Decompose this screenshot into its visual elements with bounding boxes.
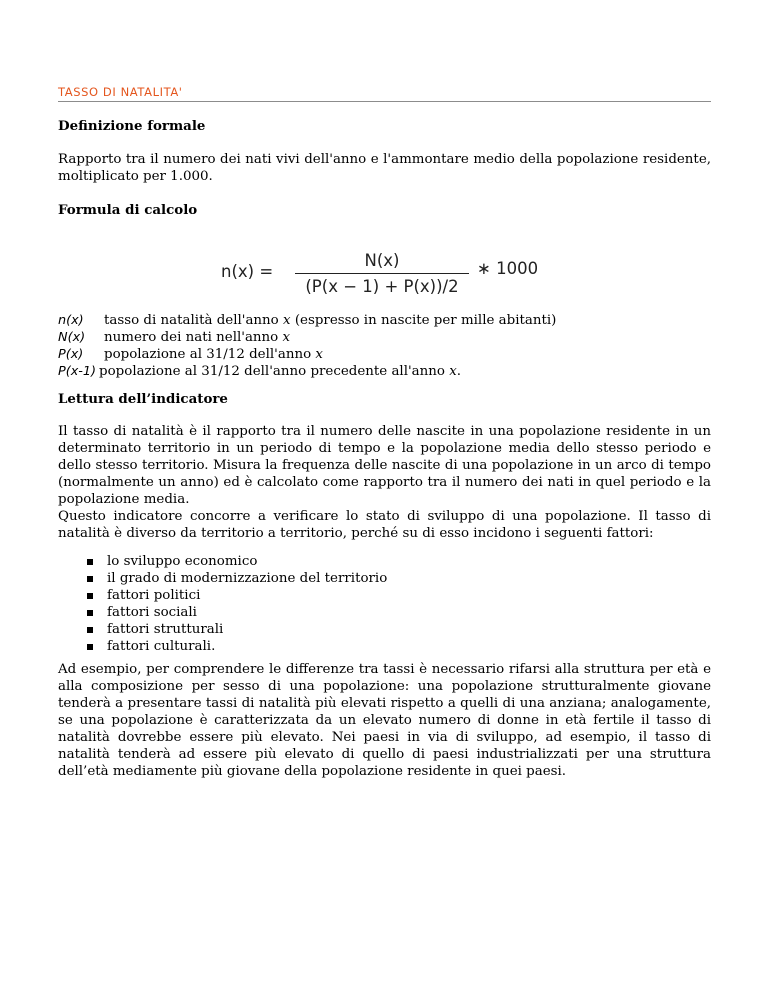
list-item: lo sviluppo economico — [87, 553, 387, 570]
formula-denominator: (P(x − 1) + P(x))/2 — [305, 277, 459, 296]
definition-row: N(x) numero dei nati nell'anno x — [58, 330, 291, 345]
bullet-square-icon — [87, 627, 93, 633]
bullet-square-icon — [87, 593, 93, 599]
formula-multiplier: ∗ 1000 — [477, 259, 539, 278]
definition-symbol: P(x-1) — [58, 364, 97, 379]
bullet-square-icon — [87, 644, 93, 650]
fraction-bar — [295, 273, 469, 274]
formula-numerator: N(x) — [364, 251, 400, 270]
formula-lhs: n(x) = — [221, 262, 274, 281]
bullet-square-icon — [87, 610, 93, 616]
bullet-square-icon — [87, 559, 93, 565]
title-divider — [58, 101, 711, 102]
reading-paragraph-1: Il tasso di natalità è il rapporto tra il numero delle nascite in una popolazione residente in un determinato territorio in un periodo di tempo e la popolazione media dello stesso periodo e dello stesso territorio. Misura la frequenza delle nascite di una popolazione in un arco di tempo (normalmente un anno) ed è calcolato come rapporto tra il numero dei nati in quel periodo e la popolazione media. — [58, 424, 711, 507]
list-item: fattori politici — [87, 587, 387, 604]
birth-rate-formula — [221, 250, 541, 300]
definition-symbol: N(x) — [58, 330, 86, 345]
bullet-square-icon — [87, 576, 93, 582]
reading-heading: Lettura dell’indicatore — [58, 391, 228, 407]
list-item: fattori sociali — [87, 604, 387, 621]
document-title: TASSO DI NATALITA' — [58, 85, 183, 99]
reading-paragraph-2: Questo indicatore concorre a verificare lo stato di sviluppo di una popolazione. Il tasso di natalità è diverso da territorio a territorio, perché su di esso incidono i seguenti fattori: — [58, 509, 711, 541]
list-item: fattori strutturali — [87, 621, 387, 638]
definition-symbol: n(x) — [58, 313, 84, 328]
list-item: fattori culturali. — [87, 638, 387, 655]
reading-paragraph-3: Ad esempio, per comprendere le differenze tra tassi è necessario rifarsi alla struttura per età e alla composizione per sesso di una popolazione: una popolazione strutturalmente giovane tenderà a presentare tassi di natalità più elevati rispetto a quelli di una anziana; analogamente, se una popolazione è caratterizzata da un elevato numero di donne in età fertile il tasso di natalità dovrebbe essere più elevato. Nei paesi in via di sviluppo, ad esempio, il tasso di natalità tenderà ad essere più elevato di quello di paesi industrializzati per una struttura dell’età mediamente più giovane della popolazione residente in quei paesi. — [58, 662, 711, 779]
factors-list — [87, 553, 387, 655]
formula-fraction — [295, 250, 469, 298]
variable-definitions — [58, 312, 556, 380]
formula-heading: Formula di calcolo — [58, 202, 198, 218]
definition-row: P(x) popolazione al 31/12 dell'anno x — [58, 347, 323, 362]
definition-heading: Definizione formale — [58, 118, 206, 134]
definition-text: Rapporto tra il numero dei nati vivi dell'anno e l'ammontare medio della popolazione residente, moltiplicato per 1.000. — [58, 152, 711, 184]
definition-row: P(x-1) popolazione al 31/12 dell'anno precedente all'anno x. — [58, 364, 462, 379]
definition-symbol: P(x) — [58, 347, 84, 362]
definition-row: n(x) tasso di natalità dell'anno x (espresso in nascite per mille abitanti) — [58, 313, 557, 328]
list-item: il grado di modernizzazione del territorio — [87, 570, 387, 587]
